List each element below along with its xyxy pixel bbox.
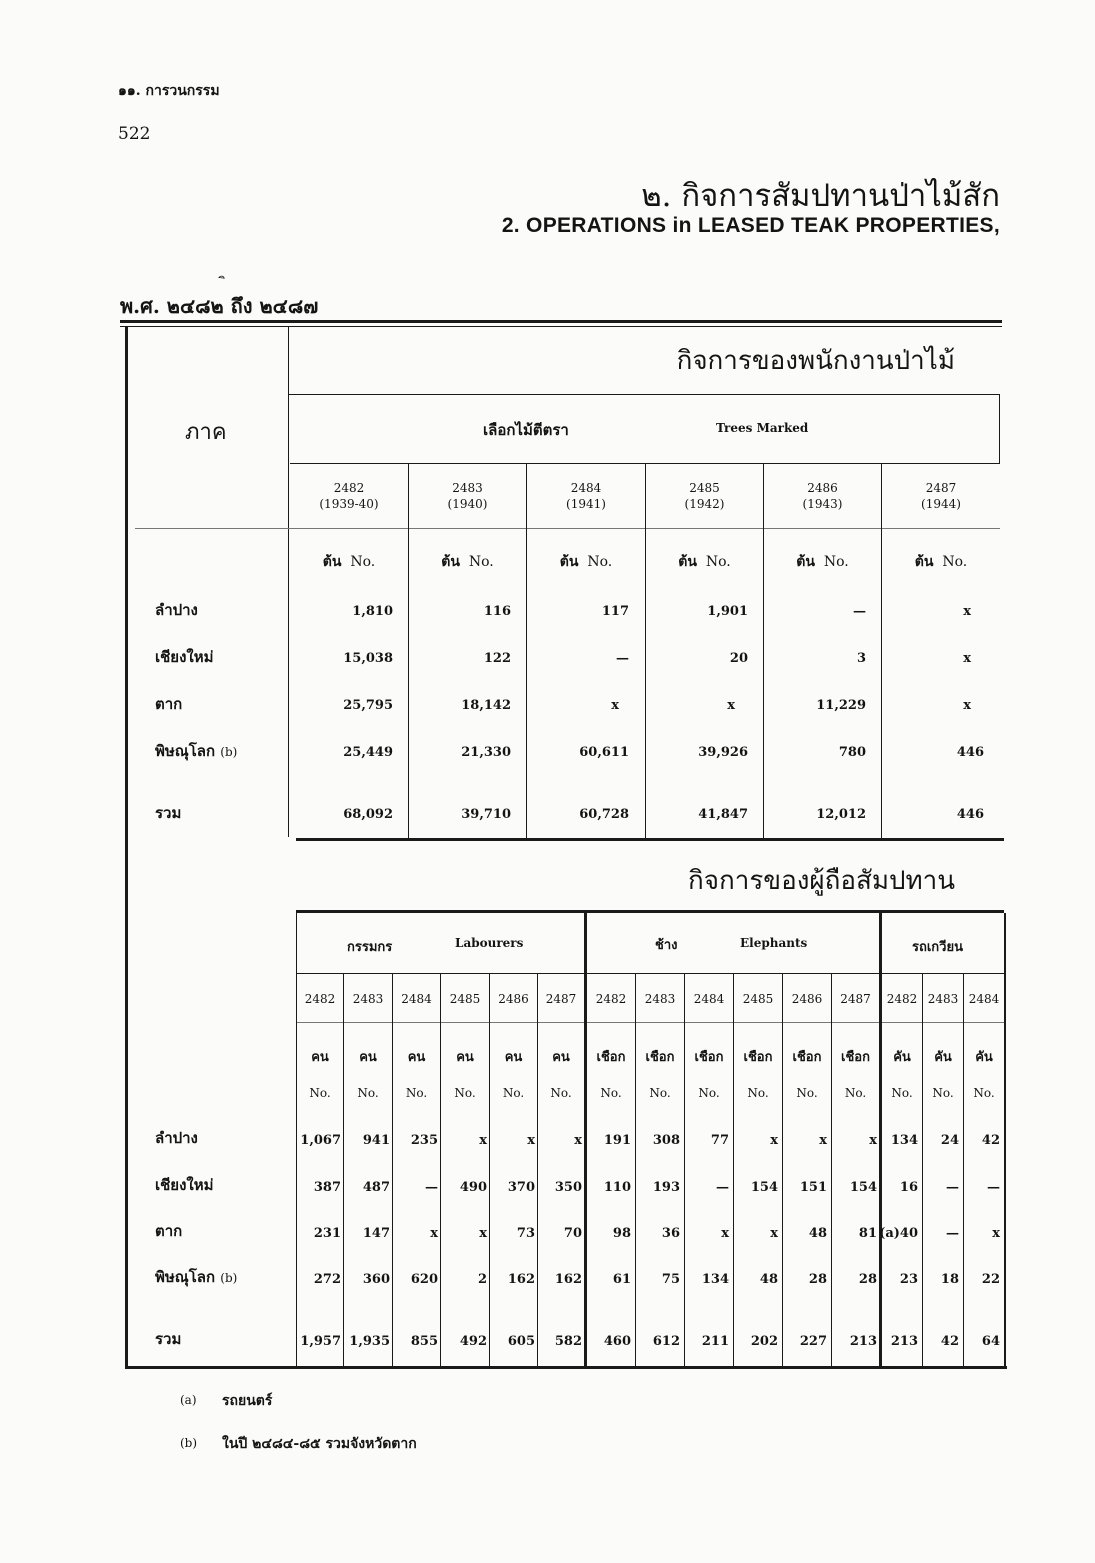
cell: — bbox=[616, 651, 629, 666]
section1-header-rule bbox=[288, 394, 1000, 395]
group-label-thai: กรรมกร bbox=[347, 940, 393, 955]
cell: 61 bbox=[612, 1272, 631, 1287]
cell: 117 bbox=[601, 604, 629, 619]
cell: x bbox=[721, 1226, 729, 1241]
year-header: 2483 bbox=[927, 992, 959, 1006]
unit-label: เชือก bbox=[792, 1050, 822, 1065]
cell: 134 bbox=[890, 1133, 918, 1148]
cell: x bbox=[963, 698, 971, 713]
cell: x bbox=[819, 1133, 827, 1148]
section1-bottom-rule bbox=[296, 838, 1004, 841]
col-divider bbox=[881, 463, 882, 838]
cell: 235 bbox=[410, 1133, 438, 1148]
cell: — bbox=[716, 1180, 729, 1195]
cell: 18 bbox=[940, 1272, 959, 1287]
unit-label: เชือก bbox=[841, 1050, 870, 1065]
region-label: ลำปาง bbox=[155, 1129, 198, 1147]
group-label-english: Elephants bbox=[740, 936, 808, 950]
cell: 28 bbox=[808, 1272, 827, 1287]
cell: 122 bbox=[483, 651, 511, 666]
col-divider bbox=[392, 973, 393, 1368]
col-divider bbox=[343, 973, 344, 1368]
year-header: 2486 (1943) bbox=[802, 481, 843, 511]
unit-label: เชือก bbox=[645, 1050, 675, 1065]
year-header: 2483 (1940) bbox=[447, 481, 488, 511]
total-label: รวม bbox=[155, 804, 182, 822]
cell: 25,795 bbox=[343, 698, 393, 713]
cell: — bbox=[946, 1180, 959, 1195]
unit-no: No. bbox=[550, 1086, 572, 1100]
unit-no: No. bbox=[309, 1086, 331, 1100]
unit-no: No. bbox=[454, 1086, 476, 1100]
total-cell: 492 bbox=[459, 1334, 487, 1349]
cell: 134 bbox=[701, 1272, 729, 1287]
cell: 231 bbox=[313, 1226, 341, 1241]
unit-label: เชือก bbox=[743, 1050, 773, 1065]
region-label: พิษณุโลก (b) bbox=[155, 1268, 238, 1286]
footnote-mark: (a) bbox=[180, 1393, 197, 1407]
total-cell: 1,935 bbox=[349, 1334, 390, 1349]
page-number: 522 bbox=[118, 124, 151, 144]
total-cell: 12,012 bbox=[816, 807, 866, 822]
year-header: 2482 bbox=[886, 992, 918, 1006]
year-header: 2483 bbox=[352, 992, 384, 1006]
total-cell: 213 bbox=[849, 1334, 877, 1349]
group-label-thai: ช้าง bbox=[655, 938, 678, 953]
total-cell: 42 bbox=[940, 1334, 959, 1349]
total-label: รวม bbox=[155, 1330, 182, 1348]
cell: 490 bbox=[459, 1180, 487, 1195]
total-cell: 68,092 bbox=[343, 807, 393, 822]
cell: x bbox=[430, 1226, 438, 1241]
total-cell: 227 bbox=[799, 1334, 827, 1349]
cell: 387 bbox=[313, 1180, 341, 1195]
cell: x bbox=[611, 698, 619, 713]
total-cell: 213 bbox=[890, 1334, 918, 1349]
unit-no: No. bbox=[932, 1086, 954, 1100]
cell: 941 bbox=[362, 1133, 390, 1148]
cell: x bbox=[727, 698, 735, 713]
cell: x bbox=[770, 1226, 778, 1241]
unit-no: No. bbox=[502, 1086, 525, 1100]
group-label-thai: รถเกวียน bbox=[912, 940, 963, 955]
region-label: พิษณุโลก (b) bbox=[155, 742, 238, 760]
cell: — bbox=[853, 604, 866, 619]
year-header: 2487 bbox=[545, 992, 577, 1006]
total-cell: 605 bbox=[507, 1334, 535, 1349]
cell: 191 bbox=[603, 1133, 631, 1148]
cell: 154 bbox=[849, 1180, 877, 1195]
col-divider bbox=[635, 973, 636, 1368]
col-divider bbox=[963, 973, 964, 1368]
cell: 48 bbox=[759, 1272, 778, 1287]
total-cell: 1,957 bbox=[300, 1334, 341, 1349]
unit-no: No. bbox=[747, 1086, 769, 1100]
year-header: 2483 bbox=[644, 992, 676, 1006]
cell: 1,810 bbox=[352, 604, 393, 619]
unit-no: No. bbox=[891, 1086, 913, 1100]
cell: 487 bbox=[362, 1180, 390, 1195]
col-divider bbox=[782, 973, 783, 1368]
total-cell: 446 bbox=[956, 807, 984, 822]
unit-label: ต้น No. bbox=[914, 554, 968, 570]
year-header: 2487 (1944) bbox=[921, 481, 961, 511]
cell: x bbox=[770, 1133, 778, 1148]
year-header: 2482 bbox=[595, 992, 627, 1006]
total-cell: 41,847 bbox=[698, 807, 748, 822]
section2-header: กิจการของผู้ถือสัมปทาน bbox=[688, 866, 955, 896]
col-divider bbox=[733, 973, 734, 1368]
unit-label: คัน bbox=[934, 1050, 952, 1065]
year-header: 2485 bbox=[742, 992, 774, 1006]
cell: 780 bbox=[838, 745, 866, 760]
footnote-mark: (b) bbox=[180, 1436, 198, 1450]
col-divider bbox=[440, 973, 441, 1368]
footnote-text: รถยนตร์ bbox=[222, 1393, 273, 1409]
cell: 116 bbox=[483, 604, 511, 619]
table-top-rule-thin bbox=[120, 326, 1002, 327]
unit-label: คน bbox=[552, 1050, 570, 1065]
unit-no: No. bbox=[796, 1086, 818, 1100]
col-divider bbox=[537, 973, 538, 1368]
cell: 81 bbox=[858, 1226, 877, 1241]
cell: 36 bbox=[661, 1226, 680, 1241]
year-header: 2485 bbox=[449, 992, 481, 1006]
cell: 360 bbox=[362, 1272, 390, 1287]
total-cell: 202 bbox=[750, 1334, 778, 1349]
cell: 151 bbox=[799, 1180, 827, 1195]
cell: 15,038 bbox=[343, 651, 393, 666]
trees-marked-thai: เลือกไม้ตีตรา bbox=[483, 421, 569, 439]
unit-no: No. bbox=[844, 1086, 867, 1100]
year-header: 2486 bbox=[498, 992, 529, 1006]
cell: 1,067 bbox=[300, 1133, 341, 1148]
cell: x bbox=[963, 651, 971, 666]
unit-no: No. bbox=[405, 1086, 428, 1100]
unit-label: ต้น No. bbox=[441, 554, 494, 570]
cell: (a)40 bbox=[879, 1226, 918, 1241]
section2-header-rule bbox=[296, 910, 1004, 913]
col-divider bbox=[922, 973, 923, 1368]
unit-no: No. bbox=[600, 1086, 622, 1100]
col-divider bbox=[684, 973, 685, 1368]
cell: 272 bbox=[313, 1272, 341, 1287]
year-header: 2485 (1942) bbox=[684, 481, 725, 511]
unit-label: ต้น No. bbox=[322, 554, 376, 570]
total-cell: 64 bbox=[981, 1334, 1000, 1349]
col-divider bbox=[489, 973, 490, 1368]
cell: — bbox=[946, 1226, 959, 1241]
unit-no: No. bbox=[649, 1086, 671, 1100]
section1-header: กิจการของพนักงานป่าไม้ bbox=[676, 346, 955, 376]
cell: 24 bbox=[940, 1133, 959, 1148]
cell: 28 bbox=[858, 1272, 877, 1287]
cell: 193 bbox=[652, 1180, 680, 1195]
cell: 70 bbox=[563, 1226, 582, 1241]
unit-no: No. bbox=[357, 1086, 379, 1100]
year-header: 2484 (1941) bbox=[566, 481, 606, 511]
cell: 446 bbox=[956, 745, 984, 760]
cell: x bbox=[479, 1226, 487, 1241]
chapter-header: ๑๑. การวนกรรม bbox=[118, 83, 220, 99]
unit-no: No. bbox=[698, 1086, 720, 1100]
cell: 20 bbox=[729, 651, 748, 666]
year-header: 2484 bbox=[401, 992, 432, 1006]
year-header: 2487 bbox=[840, 992, 871, 1006]
cell: 350 bbox=[554, 1180, 582, 1195]
years-bottom-rule bbox=[135, 528, 1000, 529]
year-header: 2486 bbox=[791, 992, 823, 1006]
cell: 154 bbox=[750, 1180, 778, 1195]
cell: 39,926 bbox=[698, 745, 748, 760]
section2-years-bottom-rule bbox=[296, 1022, 1004, 1023]
cell: 18,142 bbox=[461, 698, 511, 713]
cell: 16 bbox=[899, 1180, 918, 1195]
cell: 73 bbox=[516, 1226, 535, 1241]
footnote-text: ในปี ๒๔๘๔-๘๕ รวมจังหวัดตาก bbox=[222, 1436, 417, 1452]
col-divider bbox=[831, 973, 832, 1368]
year-header: 2484 bbox=[968, 992, 1000, 1006]
cell: 98 bbox=[612, 1226, 631, 1241]
cell: 370 bbox=[507, 1180, 535, 1195]
total-cell: 60,728 bbox=[579, 807, 629, 822]
total-cell: 855 bbox=[410, 1334, 438, 1349]
cell: x bbox=[479, 1133, 487, 1148]
section2-right-rule bbox=[1004, 913, 1006, 1368]
period-label: พ.ศ. ๒๔๘๒ ถึง ๒๔๘๗ bbox=[120, 294, 319, 318]
year-header: 2482 (1939-40) bbox=[319, 481, 379, 511]
unit-label: คน bbox=[407, 1050, 426, 1065]
unit-label: คัน bbox=[975, 1050, 993, 1065]
cell: x bbox=[869, 1133, 877, 1148]
cell: 42 bbox=[981, 1133, 1000, 1148]
cell: 308 bbox=[652, 1133, 680, 1148]
cell: 77 bbox=[710, 1133, 729, 1148]
col-divider bbox=[763, 463, 764, 838]
cell: 2 bbox=[477, 1272, 487, 1287]
col-divider bbox=[645, 463, 646, 838]
region-label: เชียงใหม่ bbox=[155, 648, 214, 666]
total-cell: 39,710 bbox=[461, 807, 511, 822]
unit-label: คน bbox=[359, 1050, 377, 1065]
unit-label: คน bbox=[504, 1050, 523, 1065]
cell: — bbox=[425, 1180, 438, 1195]
cell: 11,229 bbox=[816, 698, 866, 713]
section2-years-top-rule bbox=[296, 973, 1004, 974]
cell: x bbox=[527, 1133, 535, 1148]
total-cell: 460 bbox=[603, 1334, 631, 1349]
unit-label: ต้น No. bbox=[678, 554, 731, 570]
unit-label: คัน bbox=[893, 1050, 911, 1065]
section1-right-rule bbox=[999, 394, 1000, 464]
region-label: ตาก bbox=[155, 695, 183, 713]
section2-left-rule bbox=[296, 913, 297, 1368]
table-left-rule bbox=[125, 327, 128, 1367]
table-top-rule bbox=[120, 320, 1002, 323]
region-label: ลำปาง bbox=[155, 601, 198, 619]
cell: — bbox=[987, 1180, 1000, 1195]
total-cell: 211 bbox=[701, 1334, 729, 1349]
cell: 1,901 bbox=[707, 604, 748, 619]
elephants-carts-divider bbox=[879, 913, 882, 1368]
cell: 147 bbox=[362, 1226, 390, 1241]
total-cell: 582 bbox=[554, 1334, 582, 1349]
cell: 162 bbox=[507, 1272, 535, 1287]
region-header: ภาค bbox=[185, 420, 227, 445]
unit-label: ต้น No. bbox=[796, 554, 849, 570]
cell: 25,449 bbox=[343, 745, 393, 760]
labourers-elephants-divider bbox=[584, 913, 587, 1368]
unit-label: ต้น No. bbox=[559, 554, 613, 570]
unit-label: เชือก bbox=[596, 1050, 626, 1065]
total-cell: 612 bbox=[652, 1334, 680, 1349]
year-header: 2482 bbox=[304, 992, 336, 1006]
unit-label: คน bbox=[311, 1050, 329, 1065]
group-label-english: Labourers bbox=[455, 936, 524, 950]
cell: 22 bbox=[981, 1272, 1000, 1287]
cell: 110 bbox=[603, 1180, 631, 1195]
cell: 620 bbox=[410, 1272, 438, 1287]
unit-no: No. bbox=[973, 1086, 995, 1100]
unit-label: คน bbox=[456, 1050, 474, 1065]
cell: x bbox=[992, 1226, 1000, 1241]
cell: 162 bbox=[554, 1272, 582, 1287]
region-column-divider bbox=[288, 327, 289, 837]
year-header: 2484 bbox=[693, 992, 725, 1006]
col-divider bbox=[408, 463, 409, 838]
cell: 75 bbox=[661, 1272, 680, 1287]
cell: 48 bbox=[808, 1226, 827, 1241]
trees-marked-english: Trees Marked bbox=[716, 421, 809, 435]
cell: 3 bbox=[856, 651, 866, 666]
table-bottom-rule bbox=[125, 1366, 1007, 1369]
page-title-thai: ๒. กิจการสัมปทานป่าไม้สัก bbox=[641, 178, 1000, 214]
cell: 23 bbox=[899, 1272, 918, 1287]
cell: 60,611 bbox=[579, 745, 629, 760]
region-label: เชียงใหม่ bbox=[155, 1176, 214, 1194]
cell: x bbox=[963, 604, 971, 619]
cell: x bbox=[574, 1133, 582, 1148]
region-label: ตาก bbox=[155, 1222, 183, 1240]
unit-label: เชือก bbox=[694, 1050, 724, 1065]
col-divider bbox=[526, 463, 527, 838]
page-title-english: 2. OPERATIONS in LEASED TEAK PROPERTIES, bbox=[501, 214, 1000, 237]
cell: 21,330 bbox=[461, 745, 511, 760]
